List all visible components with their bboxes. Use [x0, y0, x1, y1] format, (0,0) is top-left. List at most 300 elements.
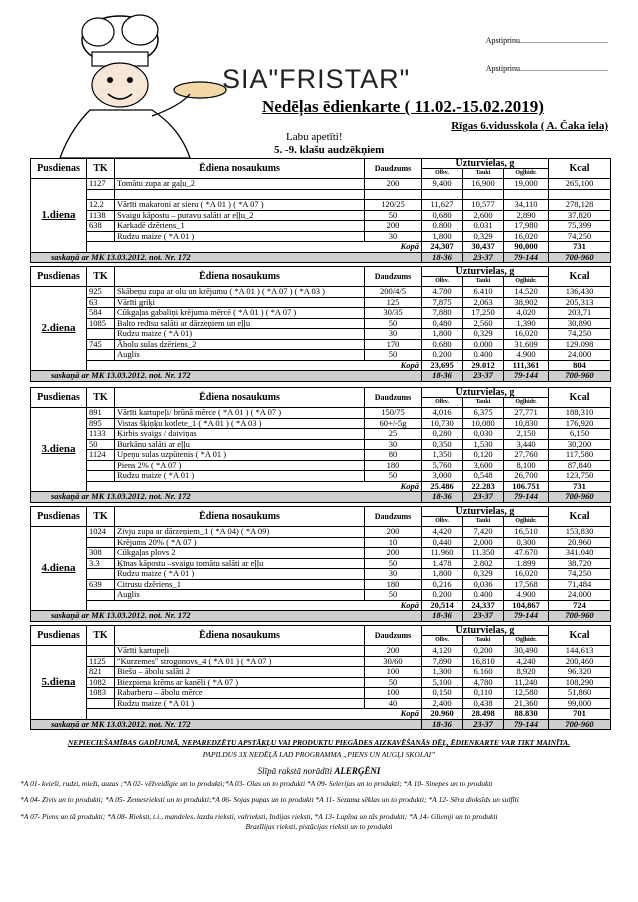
dish-name: Citrusu dzēriens_1: [115, 579, 365, 590]
table-row: [31, 408, 611, 419]
protein-cell: 0,216: [422, 579, 463, 590]
carb-cell: 19,000: [504, 179, 549, 190]
dish-name: Auglis: [115, 590, 365, 601]
norm-carb: 79-144: [504, 611, 549, 622]
kcal-cell: 205,313: [549, 297, 611, 308]
amount-cell: [365, 189, 422, 200]
protein-cell: 0,480: [422, 318, 463, 329]
kcal-cell: 74,250: [549, 329, 611, 340]
table-row: [31, 698, 611, 709]
allergens-line-4: Brazīlijas rieksti, pistācijas rieksti un to produkti: [245, 822, 393, 831]
fat-cell: 0.400: [463, 350, 504, 361]
amount-cell: 50: [365, 677, 422, 688]
total-fat: 30,437: [463, 242, 504, 253]
col-oglhidr: Ogļhidr.: [504, 517, 549, 527]
total-kcal: 701: [549, 709, 611, 720]
total-kcal: 731: [549, 242, 611, 253]
kcal-cell: 20.960: [549, 537, 611, 548]
allergens-line-2: *A 04- Zivis un to produkti; *A 05- Zemesrieksti un to produkti;*A 06- Sojas pupas un to produkti *A 11- Sezama sēklas un to produkti; *A 12- Sēra dioksīds un sulfīti: [20, 795, 519, 804]
day-name: 3.diena: [31, 408, 87, 492]
amount-cell: 30: [365, 569, 422, 580]
total-fat: 28.498: [463, 709, 504, 720]
day-table: [30, 266, 611, 382]
total-kcal: 731: [549, 481, 611, 492]
fat-cell: 0,329: [463, 231, 504, 242]
day-table: [30, 387, 611, 503]
carb-cell: 17,568: [504, 579, 549, 590]
tk-cell: 821: [87, 667, 115, 678]
col-nosaukums: Ēdiena nosaukums: [115, 626, 365, 646]
norm-fat: 23-37: [463, 492, 504, 503]
carb-cell: 8,100: [504, 460, 549, 471]
fat-cell: 10,080: [463, 418, 504, 429]
kcal-cell: 200,460: [549, 656, 611, 667]
fat-cell: 0.031: [463, 221, 504, 232]
col-tauki: Tauki: [463, 398, 504, 408]
carb-cell: 4.900: [504, 590, 549, 601]
col-tk: TK: [87, 267, 115, 287]
fat-cell: 1,530: [463, 439, 504, 450]
kcal-cell: 108,290: [549, 677, 611, 688]
day-name: 1.diena: [31, 179, 87, 253]
day-table: [30, 625, 611, 730]
table-row: [31, 579, 611, 590]
table-row: [31, 189, 611, 200]
protein-cell: 9,400: [422, 179, 463, 190]
tk-cell: [87, 350, 115, 361]
tk-cell: [87, 646, 115, 657]
approval-line-2: Apstiprinu............................................: [485, 64, 608, 73]
kcal-cell: 51,860: [549, 688, 611, 699]
fat-cell: 0,036: [463, 579, 504, 590]
protein-cell: 0,350: [422, 439, 463, 450]
fat-cell: 0,438: [463, 698, 504, 709]
col-tauki: Tauki: [463, 277, 504, 287]
protein-cell: 0,280: [422, 429, 463, 440]
tk-cell: 1127: [87, 179, 115, 190]
table-row: [31, 179, 611, 190]
total-label: Kopā: [87, 600, 422, 611]
amount-cell: 180: [365, 460, 422, 471]
tk-cell: 50: [87, 439, 115, 450]
col-daudzums: Daudzums: [365, 267, 422, 287]
tk-cell: 745: [87, 339, 115, 350]
col-nosaukums: Ēdiena nosaukums: [115, 159, 365, 179]
total-label: Kopā: [87, 242, 422, 253]
norm-label: saskaņā ar MK 13.03.2012. not. Nr. 172: [31, 719, 422, 730]
amount-cell: 60+/-5g: [365, 418, 422, 429]
carb-cell: 4.900: [504, 350, 549, 361]
dish-name: Vārīti griķi: [115, 297, 365, 308]
carb-cell: 16,020: [504, 231, 549, 242]
total-protein: 25.486: [422, 481, 463, 492]
protein-cell: 4.780: [422, 287, 463, 298]
carb-cell: 27,760: [504, 450, 549, 461]
protein-cell: 1,800: [422, 569, 463, 580]
amount-cell: 170: [365, 339, 422, 350]
amount-cell: 25: [365, 429, 422, 440]
program-note: PAPILDUS 3X NEDĒĻĀ LAD PROGRAMMA „PIENS UN AUGĻI SKOLAI”: [202, 750, 436, 759]
protein-cell: 0.200: [422, 590, 463, 601]
fat-cell: 3,600: [463, 460, 504, 471]
col-uzturvielas: Uzturvielas, g: [422, 626, 549, 636]
norm-carb: 79-144: [504, 492, 549, 503]
fat-cell: 4,780: [463, 677, 504, 688]
carb-cell: 38,902: [504, 297, 549, 308]
col-pusdienas: Pusdienas: [31, 626, 87, 646]
amount-cell: 30/35: [365, 308, 422, 319]
kcal-cell: 6,150: [549, 429, 611, 440]
tk-cell: 1125: [87, 656, 115, 667]
tk-cell: 1082: [87, 677, 115, 688]
tk-cell: 1124: [87, 450, 115, 461]
norm-fat: 23-37: [463, 611, 504, 622]
amount-cell: 30: [365, 329, 422, 340]
carb-cell: 30,490: [504, 646, 549, 657]
dish-name: [115, 189, 365, 200]
col-tk: TK: [87, 388, 115, 408]
dish-name: Zivju zupa ar dārzeņiem_1 ( *A 04) ( *A 09): [115, 527, 365, 538]
kcal-cell: [549, 189, 611, 200]
fat-cell: 0,120: [463, 450, 504, 461]
allergens-word: ALERĢĒNI: [334, 766, 381, 776]
table-row: [31, 667, 611, 678]
tk-cell: [87, 231, 115, 242]
table-row: [31, 646, 611, 657]
norm-protein: 18-36: [422, 371, 463, 382]
col-kcal: Kcal: [549, 388, 611, 408]
allergens-heading: [20, 766, 618, 776]
norm-label: saskaņā ar MK 13.03.2012. not. Nr. 172: [31, 252, 422, 263]
carb-cell: 4,240: [504, 656, 549, 667]
table-row: [31, 527, 611, 538]
norm-row: [31, 611, 611, 622]
norm-fat: 23-37: [463, 371, 504, 382]
carb-cell: 2,150: [504, 429, 549, 440]
carb-cell: 0,300: [504, 537, 549, 548]
day-name: 4.diena: [31, 527, 87, 611]
col-daudzums: Daudzums: [365, 159, 422, 179]
tk-cell: 895: [87, 418, 115, 429]
tk-cell: 891: [87, 408, 115, 419]
protein-cell: 0.680: [422, 339, 463, 350]
table-row: [31, 297, 611, 308]
table-row: [31, 418, 611, 429]
fat-cell: 0,329: [463, 569, 504, 580]
protein-cell: 4,120: [422, 646, 463, 657]
norm-label: saskaņā ar MK 13.03.2012. not. Nr. 172: [31, 492, 422, 503]
norm-protein: 18-36: [422, 611, 463, 622]
tk-cell: 1085: [87, 318, 115, 329]
amount-cell: 100: [365, 688, 422, 699]
dish-name: Rudzu maize ( *A 01 ): [115, 231, 365, 242]
total-fat: 24,337: [463, 600, 504, 611]
col-oglhidr: Ogļhidr.: [504, 277, 549, 287]
chef-logo-image: [30, 10, 230, 160]
menu-title: Nedēļas ēdienkarte ( 11.02.-15.02.2019): [262, 97, 544, 116]
amount-cell: 50: [365, 210, 422, 221]
carb-cell: 34,110: [504, 200, 549, 211]
fat-cell: 2,600: [463, 210, 504, 221]
fat-cell: 0,110: [463, 688, 504, 699]
protein-cell: 10,730: [422, 418, 463, 429]
protein-cell: 4,420: [422, 527, 463, 538]
carb-cell: 4,020: [504, 308, 549, 319]
protein-cell: 7,875: [422, 297, 463, 308]
total-kcal: 724: [549, 600, 611, 611]
fat-cell: 6.160: [463, 667, 504, 678]
total-row: [31, 709, 611, 720]
dish-name: Ķīnas kāpostu –svaigu tomātu salāti ar eļļu: [115, 558, 365, 569]
protein-cell: 1,800: [422, 231, 463, 242]
carb-cell: 26,700: [504, 471, 549, 482]
carb-cell: 31.609: [504, 339, 549, 350]
protein-cell: 1.478: [422, 558, 463, 569]
tk-cell: 925: [87, 287, 115, 298]
table-row: [31, 537, 611, 548]
col-daudzums: Daudzums: [365, 388, 422, 408]
amount-cell: 180: [365, 579, 422, 590]
norm-carb: 79-144: [504, 371, 549, 382]
fat-cell: 11.350: [463, 548, 504, 559]
tk-cell: 63: [87, 297, 115, 308]
norm-protein: 18-36: [422, 252, 463, 263]
carb-cell: 11,240: [504, 677, 549, 688]
kcal-cell: 144,613: [549, 646, 611, 657]
amount-cell: 200: [365, 548, 422, 559]
dish-name: Skābeņu zupa ar olu un krējumu ( *A 01 ) ( *A 07 ) ( *A 03 ): [115, 287, 365, 298]
amount-cell: 50: [365, 471, 422, 482]
table-row: [31, 688, 611, 699]
col-kcal: Kcal: [549, 507, 611, 527]
norm-kcal: 700-960: [549, 371, 611, 382]
allergens-intro: Slīpā rakstā norādīti: [257, 766, 335, 776]
table-row: [31, 329, 611, 340]
total-carb: 88.830: [504, 709, 549, 720]
amount-cell: 50: [365, 318, 422, 329]
total-carb: 106.751: [504, 481, 549, 492]
dish-name: Balto redīsu salāti ar dārzeņiem un eļļu: [115, 318, 365, 329]
dish-name: Auglis: [115, 350, 365, 361]
total-label: Kopā: [87, 360, 422, 371]
table-row: [31, 231, 611, 242]
total-protein: 20,514: [422, 600, 463, 611]
day-name: 5.diena: [31, 646, 87, 720]
fat-cell: 10,577: [463, 200, 504, 211]
allergens-line-3: *A 07- Piens un tā produkti; *A 08- Rieksti, t.i., mandeles, lazdu rieksti, valrieksti, Indijas rieksti, *A 13- Lupīna un tās produkti; *A 14- Gliemji un to produkti: [20, 812, 498, 821]
tk-cell: [87, 569, 115, 580]
table-row: [31, 339, 611, 350]
fat-cell: 2.802: [463, 558, 504, 569]
norm-carb: 79-144: [504, 719, 549, 730]
carb-cell: 8,920: [504, 667, 549, 678]
protein-cell: 3,000: [422, 471, 463, 482]
table-row: [31, 450, 611, 461]
table-row: [31, 656, 611, 667]
tk-cell: 1024: [87, 527, 115, 538]
tk-cell: [87, 460, 115, 471]
fat-cell: 0,548: [463, 471, 504, 482]
col-pusdienas: Pusdienas: [31, 507, 87, 527]
dish-name: Cūkgaļas plovs 2: [115, 548, 365, 559]
dish-name: Cūkgaļas gabaliņi krējuma mērcē ( *A 01 ) ( *A 07 ): [115, 308, 365, 319]
dish-name: Biešu – ābolu salāti 2: [115, 667, 365, 678]
day-table: [30, 158, 611, 263]
col-tauki: Tauki: [463, 169, 504, 179]
protein-cell: 11,627: [422, 200, 463, 211]
amount-cell: 50: [365, 558, 422, 569]
kcal-cell: 71,484: [549, 579, 611, 590]
table-row: [31, 460, 611, 471]
col-pusdienas: Pusdienas: [31, 159, 87, 179]
day-table: [30, 506, 611, 622]
fat-cell: 0,200: [463, 646, 504, 657]
table-row: [31, 558, 611, 569]
carb-cell: 16,020: [504, 569, 549, 580]
table-row: [31, 590, 611, 601]
fat-cell: 0.400: [463, 590, 504, 601]
col-oglhidr: Ogļhidr.: [504, 398, 549, 408]
norm-row: [31, 371, 611, 382]
col-daudzums: Daudzums: [365, 626, 422, 646]
dish-name: Upeņu sulas uzpūtenis ( *A 01 ): [115, 450, 365, 461]
col-olbv: Olbv.: [422, 398, 463, 408]
protein-cell: 0,680: [422, 210, 463, 221]
norm-protein: 18-36: [422, 492, 463, 503]
kcal-cell: 74,250: [549, 569, 611, 580]
col-nosaukums: Ēdiena nosaukums: [115, 507, 365, 527]
norm-kcal: 700-960: [549, 719, 611, 730]
carb-cell: 17,980: [504, 221, 549, 232]
total-carb: 111,361: [504, 360, 549, 371]
total-row: [31, 360, 611, 371]
school-name: Rīgas 6.vidusskola ( A. Čaka iela): [451, 120, 608, 132]
carb-cell: 47.670: [504, 548, 549, 559]
kcal-cell: 38.720: [549, 558, 611, 569]
carb-cell: 14.520: [504, 287, 549, 298]
total-label: Kopā: [87, 481, 422, 492]
fat-cell: [463, 189, 504, 200]
kcal-cell: 341.040: [549, 548, 611, 559]
fat-cell: 6.410: [463, 287, 504, 298]
col-uzturvielas: Uzturvielas, g: [422, 267, 549, 277]
tk-cell: 1083: [87, 688, 115, 699]
grades-label: 5. -9. klašu audzēkņiem: [274, 144, 385, 156]
amount-cell: 50: [365, 350, 422, 361]
kcal-cell: 136,430: [549, 287, 611, 298]
fat-cell: 0,030: [463, 429, 504, 440]
kcal-cell: 87,840: [549, 460, 611, 471]
amount-cell: 30: [365, 439, 422, 450]
col-tk: TK: [87, 159, 115, 179]
norm-label: saskaņā ar MK 13.03.2012. not. Nr. 172: [31, 371, 422, 382]
fat-cell: 7,420: [463, 527, 504, 538]
protein-cell: 1,350: [422, 450, 463, 461]
amount-cell: 200: [365, 527, 422, 538]
norm-label: saskaņā ar MK 13.03.2012. not. Nr. 172: [31, 611, 422, 622]
norm-fat: 23-37: [463, 252, 504, 263]
tk-cell: [87, 189, 115, 200]
table-row: [31, 318, 611, 329]
norm-kcal: 700-960: [549, 252, 611, 263]
tk-cell: 1138: [87, 210, 115, 221]
protein-cell: 7,890: [422, 656, 463, 667]
fat-cell: 0.000: [463, 339, 504, 350]
total-fat: 29.012: [463, 360, 504, 371]
dish-name: Vārīti kartupeļi: [115, 646, 365, 657]
dish-name: Krējums 20% ( *A 07 ): [115, 537, 365, 548]
col-tk: TK: [87, 507, 115, 527]
greeting: Labu apetīti!: [286, 131, 343, 143]
fat-cell: 16,810: [463, 656, 504, 667]
dish-name: Tomātu zupa ar gaļu_2: [115, 179, 365, 190]
allergens-line-1: *A 01- kvieši, rudzi, mieži, auzas ;*A 02- vēžveidīgie un to produkti;*A 03- Olas un to produkti *A 09- Selerijas un to produkti; *A 10- Sinepes un to produkti: [20, 779, 493, 788]
table-row: [31, 471, 611, 482]
col-pusdienas: Pusdienas: [31, 267, 87, 287]
protein-cell: 11.960: [422, 548, 463, 559]
protein-cell: 0.800: [422, 221, 463, 232]
total-protein: 23,695: [422, 360, 463, 371]
tk-cell: [87, 698, 115, 709]
tk-cell: 1133: [87, 429, 115, 440]
kcal-cell: 176,920: [549, 418, 611, 429]
kcal-cell: 75,399: [549, 221, 611, 232]
carb-cell: 2,890: [504, 210, 549, 221]
carb-cell: 16,020: [504, 329, 549, 340]
kcal-cell: 188,310: [549, 408, 611, 419]
protein-cell: 1,300: [422, 667, 463, 678]
table-row: [31, 210, 611, 221]
amount-cell: 30/60: [365, 656, 422, 667]
carb-cell: 3,440: [504, 439, 549, 450]
fat-cell: 2,560: [463, 318, 504, 329]
tk-cell: 3.3: [87, 558, 115, 569]
protein-cell: 0,440: [422, 537, 463, 548]
norm-kcal: 700-960: [549, 492, 611, 503]
kcal-cell: 30,200: [549, 439, 611, 450]
col-oglhidr: Ogļhidr.: [504, 169, 549, 179]
kcal-cell: 278,128: [549, 200, 611, 211]
dish-name: Rabarberu – ābolu mērce: [115, 688, 365, 699]
table-row: [31, 439, 611, 450]
fat-cell: 2,063: [463, 297, 504, 308]
table-row: [31, 569, 611, 580]
dish-name: Rudzu maize ( *A 01 ): [115, 698, 365, 709]
dish-name: Svaigu kāpostu – puravu salāti ar eļļu_2: [115, 210, 365, 221]
total-row: [31, 481, 611, 492]
col-olbv: Olbv.: [422, 169, 463, 179]
table-row: [31, 429, 611, 440]
amount-cell: 80: [365, 450, 422, 461]
kcal-cell: 129.098: [549, 339, 611, 350]
table-row: [31, 200, 611, 211]
col-kcal: Kcal: [549, 267, 611, 287]
dish-name: Vistas šķiņķu kotlete_1 ( *A 01 ) ( *A 03 ): [115, 418, 365, 429]
carb-cell: 21,360: [504, 698, 549, 709]
total-protein: 24,307: [422, 242, 463, 253]
norm-carb: 79-144: [504, 252, 549, 263]
table-row: [31, 350, 611, 361]
col-nosaukums: Ēdiena nosaukums: [115, 267, 365, 287]
fat-cell: 0,329: [463, 329, 504, 340]
dish-name: Vārīti kartupeļi/ brūnā mērce ( *A 01 ) ( *A 07 ): [115, 408, 365, 419]
carb-cell: 1.899: [504, 558, 549, 569]
amount-cell: 40: [365, 698, 422, 709]
col-olbv: Olbv.: [422, 636, 463, 646]
protein-cell: [422, 189, 463, 200]
table-row: [31, 677, 611, 688]
carb-cell: 27,771: [504, 408, 549, 419]
